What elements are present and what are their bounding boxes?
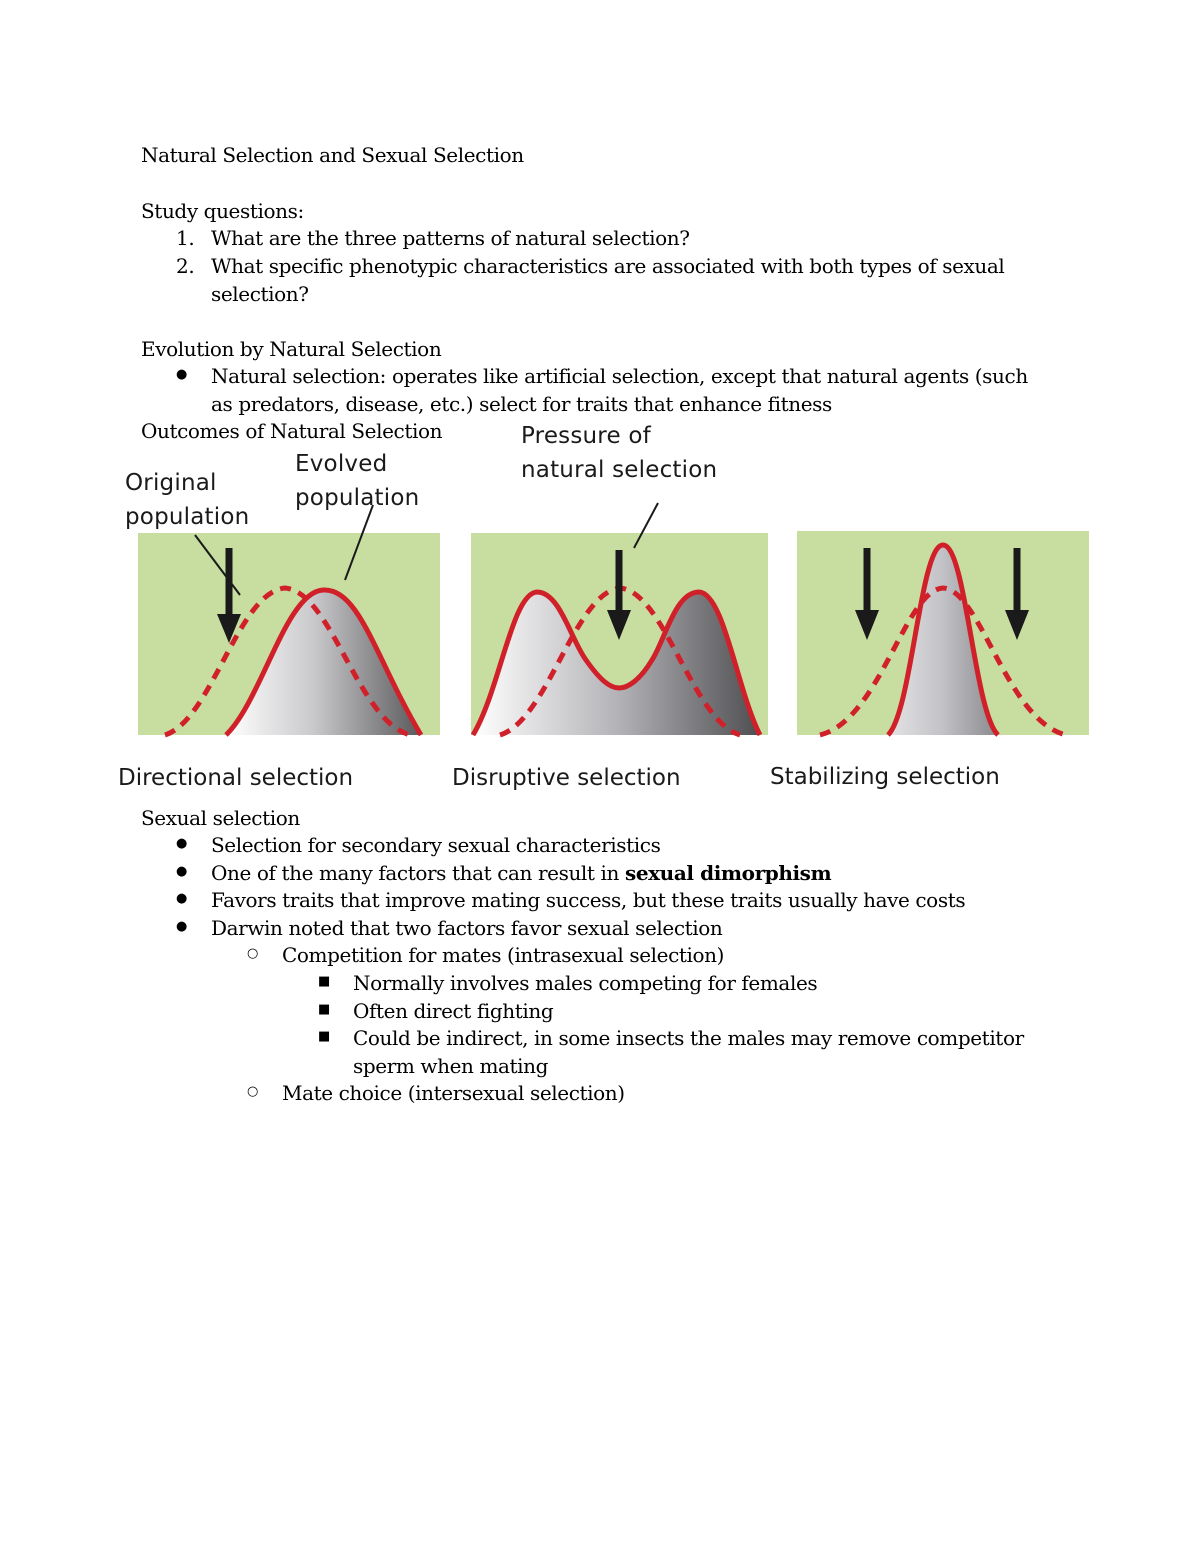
sexual-bullet: Favors traits that improve mating success, but these traits usually have costs	[211, 888, 966, 912]
sexual-bullet	[211, 861, 831, 885]
label-pressure: Pressure of	[521, 423, 651, 449]
question-number: 1.	[176, 226, 195, 250]
sexual-bullet: Selection for secondary sexual characteristics	[211, 833, 661, 857]
circle-bullet-icon: ○	[247, 946, 258, 961]
caption-stabilizing: Stabilizing selection	[770, 764, 1000, 790]
study-heading: Study questions:	[141, 199, 304, 223]
bullet-icon: ●	[176, 891, 187, 906]
sub-bullet: Competition for mates (intrasexual selection)	[282, 943, 725, 967]
dimorphism-term: sexual dimorphism	[624, 861, 832, 885]
question-text: What are the three patterns of natural selection?	[211, 226, 690, 250]
question-text: What specific phenotypic characteristics are associated with both types of sexual	[211, 254, 1005, 278]
evolution-bullet-cont: as predators, disease, etc.) select for traits that enhance fitness	[211, 392, 832, 416]
evolution-heading: Evolution by Natural Selection	[141, 337, 442, 361]
square-bullet-icon: ■	[318, 1002, 330, 1017]
stabilizing-panel	[797, 531, 1089, 735]
bullet-icon: ●	[176, 836, 187, 851]
label-pressure-line2: natural selection	[521, 457, 718, 483]
question-text-cont: selection?	[211, 282, 309, 306]
sub-sub-bullet: Normally involves males competing for females	[353, 971, 818, 995]
caption-directional: Directional selection	[118, 765, 354, 791]
label-original: Original	[125, 470, 217, 496]
page-title: Natural Selection and Sexual Selection	[141, 143, 524, 167]
sexual-heading: Sexual selection	[141, 806, 300, 830]
question-number: 2.	[176, 254, 195, 278]
dimorphism-prefix: One of the many factors that can result in	[211, 861, 625, 885]
disruptive-panel	[471, 503, 768, 735]
bullet-icon: ●	[176, 367, 187, 382]
caption-disruptive: Disruptive selection	[452, 765, 681, 791]
circle-bullet-icon: ○	[247, 1084, 258, 1099]
bullet-icon: ●	[176, 919, 187, 934]
sub-bullet: Mate choice (intersexual selection)	[282, 1081, 625, 1105]
label-original-line2: population	[125, 504, 250, 530]
sub-sub-bullet: Often direct fighting	[353, 999, 554, 1023]
evolution-bullet: Natural selection: operates like artificial selection, except that natural agents (such	[211, 364, 1028, 388]
square-bullet-icon: ■	[318, 974, 330, 989]
sub-sub-bullet: Could be indirect, in some insects the males may remove competitor	[353, 1026, 1024, 1050]
sub-sub-bullet-cont: sperm when mating	[353, 1054, 549, 1078]
directional-panel	[138, 505, 440, 735]
label-evolved: Evolved	[295, 451, 388, 477]
sexual-bullet: Darwin noted that two factors favor sexual selection	[211, 916, 723, 940]
bullet-icon: ●	[176, 864, 187, 879]
label-evolved-line2: population	[295, 485, 420, 511]
square-bullet-icon: ■	[318, 1029, 330, 1044]
outcomes-heading: Outcomes of Natural Selection	[141, 419, 443, 443]
